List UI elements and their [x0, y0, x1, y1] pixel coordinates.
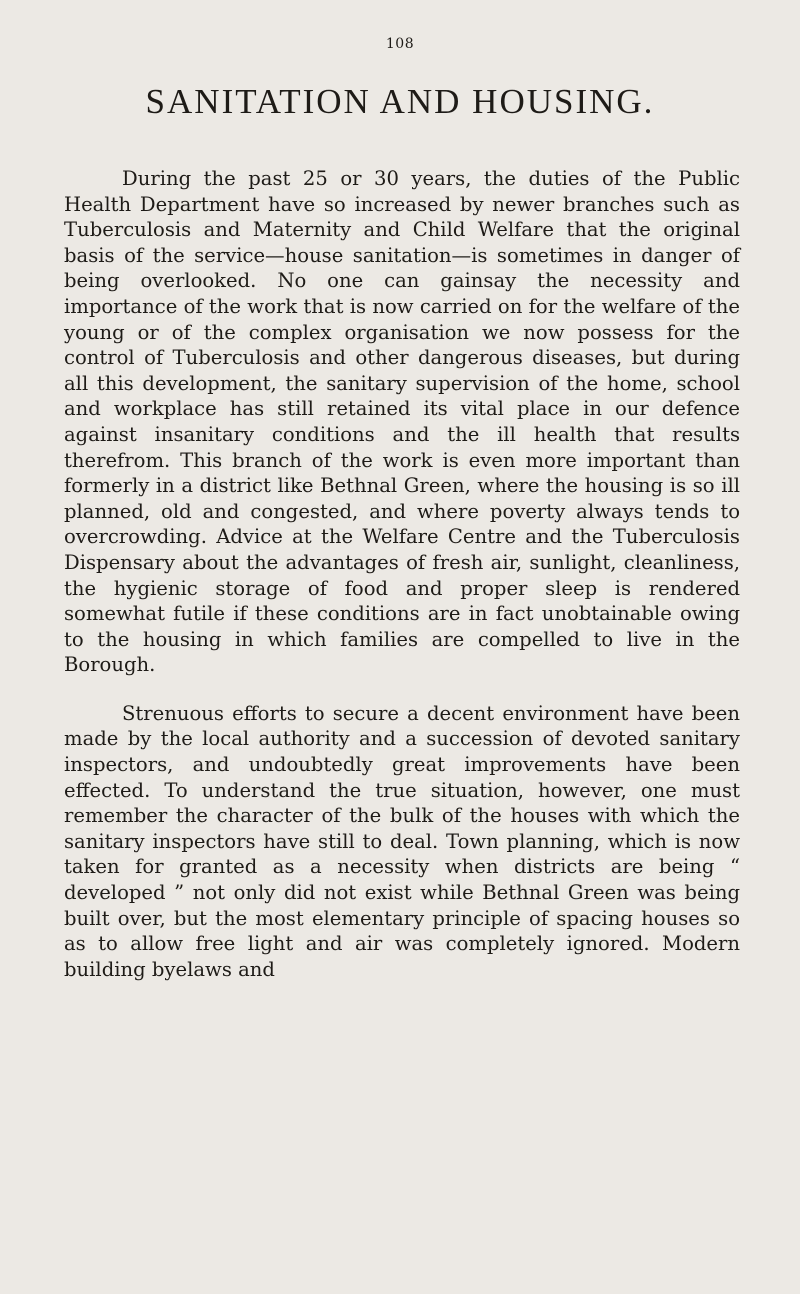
section-heading: SANITATION AND HOUSING. — [145, 82, 655, 121]
paragraph-1: During the past 25 or 30 years, the duties of the Public Health Department have so increased by newer branches such as Tuberculosis and Maternity and Child Welfare that the original basis of the service—house sanitation—is sometimes in danger of being overlooked. No one can gainsay the necessity and importance of the work that is now carried on for the welfare of the young or of the complex organisation we now possess for the control of Tuberculosis and other dangerous diseases, but during all this development, the sanitary supervision of the home, school and workplace has still retained its vital place in our defence against insanitary conditions and the ill health that results therefrom. This branch of the work is even more important than formerly in a district like Bethnal Green, where the housing is so ill planned, old and congested, and where poverty always tends to overcrowding. Advice at the Welfare Centre and the Tuberculosis Dispensary about the advantages of fresh air, sunlight, cleanliness, the hygienic storage of food and proper sleep is rendered somewhat futile if these conditions are in fact unobtainable owing to the housing in which families are compelled to live in the Borough. — [64, 167, 740, 677]
body-text — [64, 166, 740, 982]
page-number: 108 — [385, 36, 415, 52]
paragraph-2: Strenuous efforts to secure a decent environment have been made by the local authority and a succession of devoted sanitary inspectors, and undoubtedly great improvements have been effected. To understand the true situation, however, one must remember the character of the bulk of the houses with which the sanitary inspectors have still to deal. Town planning, which is now taken for granted as a necessity when districts are being “ developed ” not only did not exist while Bethnal Green was being built over, but the most elementary principle of spacing houses so as to allow free light and air was completely ignored. Modern building byelaws and — [64, 701, 740, 981]
